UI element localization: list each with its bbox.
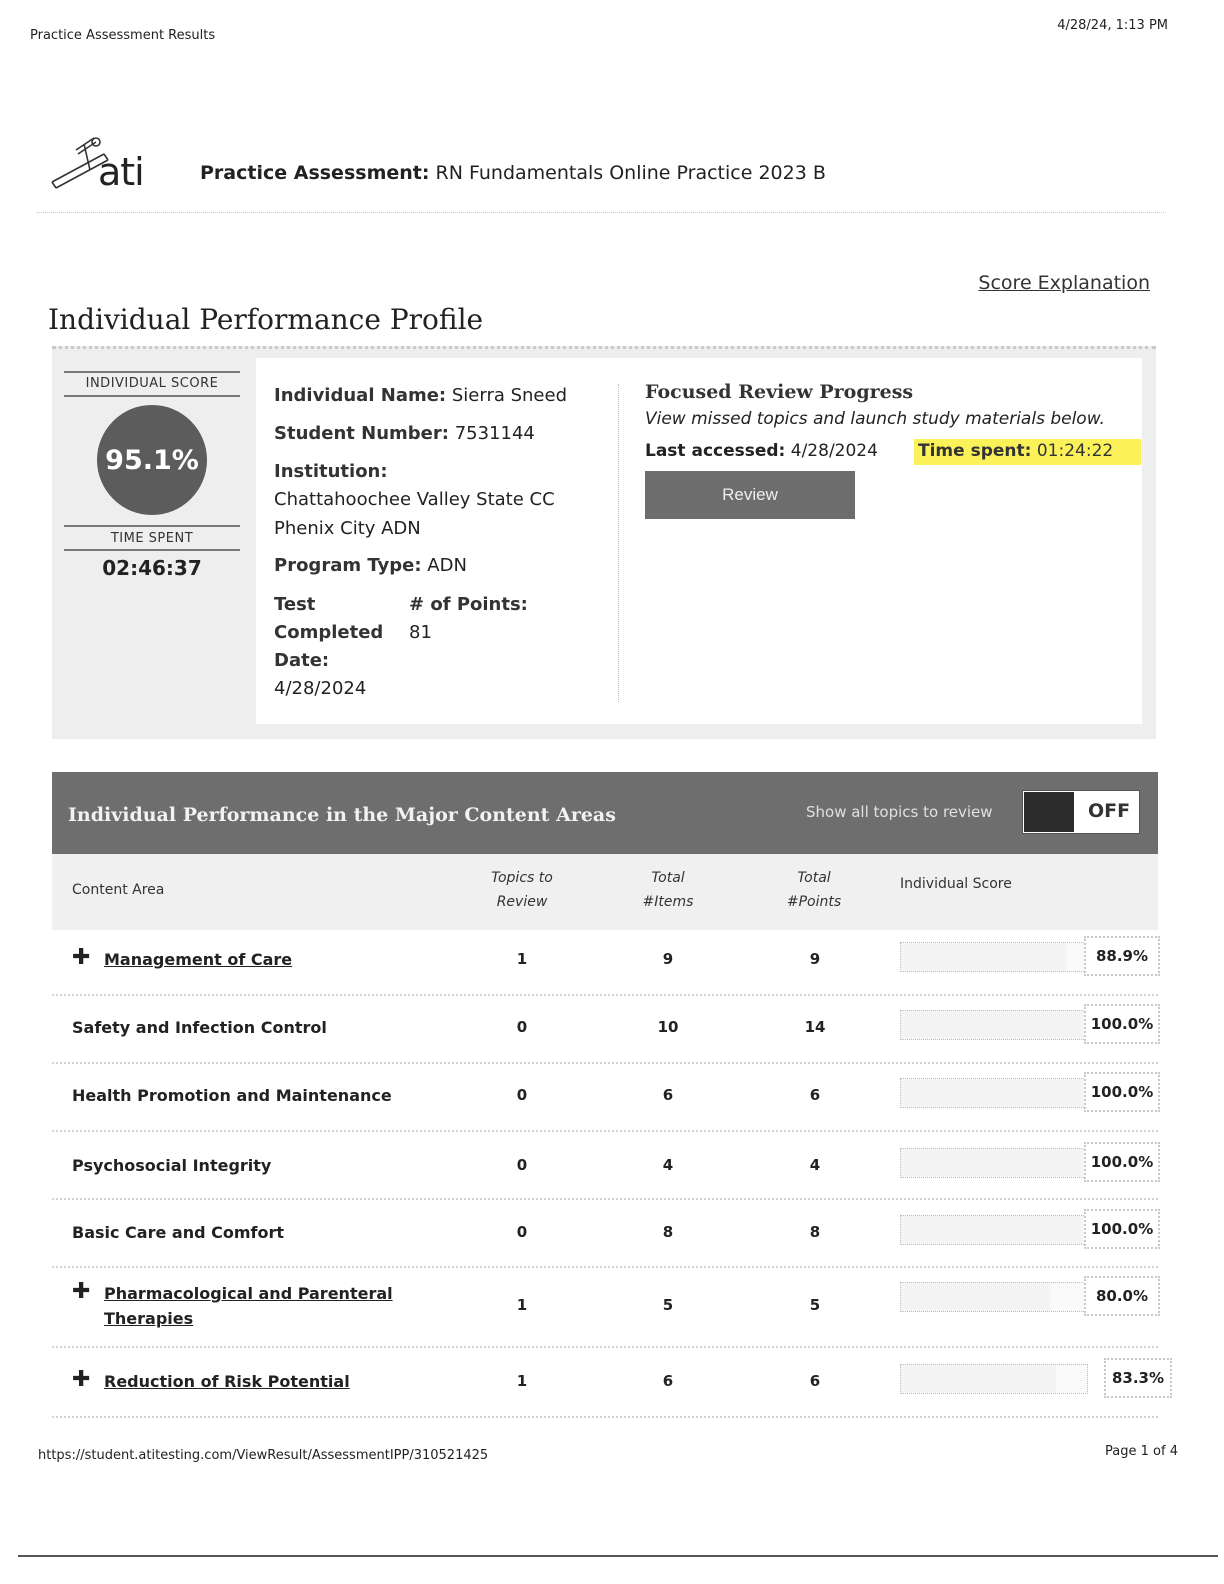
content-area-name[interactable]: Management of Care xyxy=(104,950,293,969)
expand-plus-icon[interactable]: ✚ xyxy=(72,1367,91,1392)
content-area-name: Health Promotion and Maintenance xyxy=(72,1086,392,1105)
last-accessed xyxy=(645,441,878,461)
row-points-value: 8 xyxy=(809,1223,821,1241)
individual-name-label: Individual Name: xyxy=(274,385,447,406)
show-topics-label: Show all topics to review xyxy=(806,803,993,821)
content-area-name[interactable]: Pharmacological and Parenteral xyxy=(104,1284,393,1303)
row-items-value: 10 xyxy=(657,1018,679,1036)
content-area-name: Safety and Infection Control xyxy=(72,1018,327,1037)
row-points-value: 5 xyxy=(809,1296,821,1314)
review-time-spent xyxy=(914,439,1141,465)
row-items-value: 6 xyxy=(662,1372,674,1390)
assessment-label: Practice Assessment: xyxy=(200,162,430,184)
ati-logo-text: ati xyxy=(98,150,144,194)
content-areas-title: Individual Performance in the Major Content Areas xyxy=(68,804,616,826)
expand-plus-icon[interactable]: ✚ xyxy=(72,945,91,970)
time-rule-top xyxy=(64,525,240,527)
row-topics-value: 0 xyxy=(516,1223,528,1241)
review-button[interactable]: Review xyxy=(645,471,855,519)
review-time-value: 01:24:22 xyxy=(1036,441,1114,461)
program-type-value: ADN xyxy=(427,555,467,576)
points-label: # of Points: xyxy=(409,594,528,615)
print-url: https://student.atitesting.com/ViewResult/AssessmentIPP/310521425 xyxy=(38,1448,489,1463)
col-topics-to-review: Topics to Review xyxy=(491,870,553,910)
row-topics-value: 1 xyxy=(516,1296,528,1314)
score-percent: 88.9% xyxy=(1084,936,1160,976)
focused-review-title: Focused Review Progress xyxy=(645,381,914,403)
time-spent-label: TIME SPENT xyxy=(110,531,194,546)
last-accessed-value: 4/28/2024 xyxy=(790,441,878,461)
page-title: Individual Performance Profile xyxy=(48,303,484,336)
row-items-value: 9 xyxy=(662,950,674,968)
row-points-value: 4 xyxy=(809,1156,821,1174)
score-bar-fill xyxy=(901,1011,1087,1039)
student-number-label: Student Number: xyxy=(274,423,449,444)
last-accessed-label: Last accessed: xyxy=(645,441,786,461)
score-bar-fill xyxy=(901,1283,1050,1311)
score-percent: 83.3% xyxy=(1104,1358,1172,1398)
individual-name-value: Sierra Sneed xyxy=(451,385,568,406)
profile-divider xyxy=(618,384,619,702)
content-area-name: Psychosocial Integrity xyxy=(72,1156,272,1175)
row-points-value: 6 xyxy=(809,1372,821,1390)
time-spent-value: 02:46:37 xyxy=(102,556,202,580)
score-bar-fill xyxy=(901,1365,1056,1393)
scan-edge-line xyxy=(18,1555,1218,1557)
print-page-number: Page 1 of 4 xyxy=(1105,1444,1178,1459)
row-divider xyxy=(52,1266,1158,1268)
col-total-points: Total #Points xyxy=(786,870,842,910)
row-divider xyxy=(52,1198,1158,1200)
col-individual-score: Individual Score xyxy=(900,876,1012,892)
score-percent: 80.0% xyxy=(1084,1276,1160,1316)
row-items-value: 5 xyxy=(662,1296,674,1314)
test-label-1: Test xyxy=(274,594,316,615)
print-page-title: Practice Assessment Results xyxy=(30,28,216,43)
col-content-area: Content Area xyxy=(72,882,165,898)
row-divider xyxy=(52,1130,1158,1132)
individual-score-label: INDIVIDUAL SCORE xyxy=(85,376,219,391)
points-value: 81 xyxy=(409,622,432,643)
score-bar xyxy=(900,1148,1088,1178)
score-bar xyxy=(900,1010,1088,1040)
row-divider xyxy=(52,1346,1158,1348)
row-topics-value: 0 xyxy=(516,1156,528,1174)
assessment-title xyxy=(200,162,826,184)
student-number-value: 7531144 xyxy=(454,423,535,444)
student-number xyxy=(274,423,535,444)
row-items-value: 8 xyxy=(662,1223,674,1241)
row-points-value: 6 xyxy=(809,1086,821,1104)
test-date-value: 4/28/2024 xyxy=(274,678,367,699)
individual-score-badge: 95.1% xyxy=(97,405,207,515)
score-bar xyxy=(900,1282,1088,1312)
row-topics-value: 0 xyxy=(516,1086,528,1104)
time-rule-bottom xyxy=(64,549,240,551)
focused-review-subtitle: View missed topics and launch study materials below. xyxy=(645,409,1105,429)
score-bar xyxy=(900,1078,1088,1108)
score-bar xyxy=(900,1215,1088,1245)
content-area-name: Basic Care and Comfort xyxy=(72,1223,285,1242)
institution-line-1: Chattahoochee Valley State CC xyxy=(274,489,555,510)
row-divider xyxy=(52,1416,1158,1418)
score-percent: 100.0% xyxy=(1084,1072,1160,1112)
content-area-name-line-2[interactable]: Therapies xyxy=(104,1309,194,1328)
score-explanation-link[interactable]: Score Explanation xyxy=(978,272,1150,294)
score-bar xyxy=(900,1364,1088,1394)
assessment-name: RN Fundamentals Online Practice 2023 B xyxy=(435,162,826,184)
row-topics-value: 1 xyxy=(516,1372,528,1390)
row-items-value: 6 xyxy=(662,1086,674,1104)
row-items-value: 4 xyxy=(662,1156,674,1174)
institution-label: Institution: xyxy=(274,461,388,482)
program-type-label: Program Type: xyxy=(274,555,422,576)
review-time-label: Time spent: xyxy=(918,441,1032,461)
row-topics-value: 0 xyxy=(516,1018,528,1036)
test-label-3: Date: xyxy=(274,650,330,671)
col-total-items: Total #Items xyxy=(642,870,694,910)
program-type xyxy=(274,555,467,576)
row-points-value: 9 xyxy=(809,950,821,968)
test-label-2: Completed xyxy=(274,622,384,643)
header-divider xyxy=(36,212,1166,213)
score-bar-fill xyxy=(901,1079,1087,1107)
expand-plus-icon[interactable]: ✚ xyxy=(72,1279,91,1304)
row-points-value: 14 xyxy=(804,1018,826,1036)
toggle-knob[interactable] xyxy=(1024,792,1074,832)
row-divider xyxy=(52,1062,1158,1064)
score-percent: 100.0% xyxy=(1084,1209,1160,1249)
content-area-name[interactable]: Reduction of Risk Potential xyxy=(104,1372,350,1391)
print-date: 4/28/24, 1:13 PM xyxy=(1057,18,1168,33)
score-rule-bottom xyxy=(64,395,240,397)
score-rule-top xyxy=(64,371,240,373)
score-percent: 100.0% xyxy=(1084,1142,1160,1182)
score-bar-fill xyxy=(901,1149,1087,1177)
row-topics-value: 1 xyxy=(516,950,528,968)
score-bar-fill xyxy=(901,1216,1087,1244)
row-divider xyxy=(52,994,1158,996)
score-percent: 100.0% xyxy=(1084,1004,1160,1044)
individual-name xyxy=(274,385,567,406)
score-bar-fill xyxy=(901,943,1066,971)
institution-line-2: Phenix City ADN xyxy=(274,518,421,539)
score-bar xyxy=(900,942,1088,972)
toggle-state[interactable]: OFF xyxy=(1088,800,1131,822)
